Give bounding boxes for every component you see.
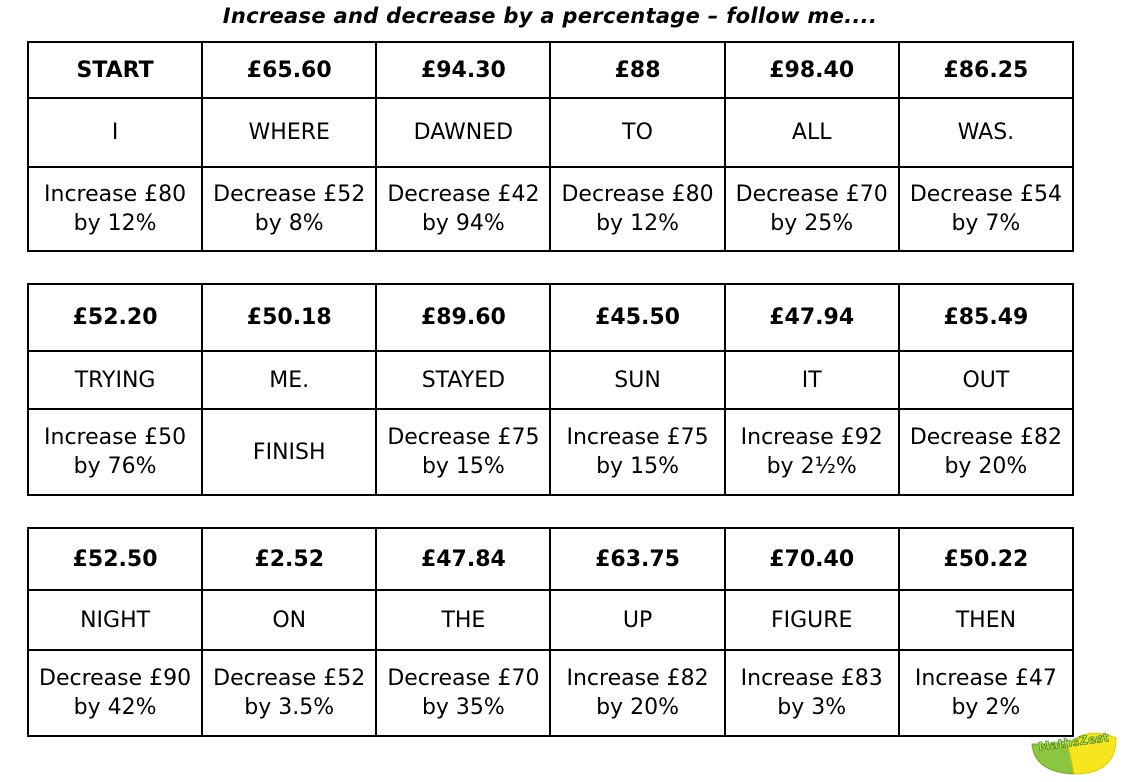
card-amount: £47.84 bbox=[376, 528, 550, 590]
card-word: WHERE bbox=[202, 98, 376, 167]
card-amount: £98.40 bbox=[725, 42, 899, 98]
worksheet-title: Increase and decrease by a percentage – follow me.... bbox=[222, 4, 878, 28]
card-amount: £94.30 bbox=[376, 42, 550, 98]
question-row bbox=[28, 167, 1073, 251]
card-word: OUT bbox=[899, 351, 1073, 409]
card-amount: £2.52 bbox=[202, 528, 376, 590]
amount-row bbox=[28, 42, 1073, 98]
card-question: Decrease £52 by 3.5% bbox=[202, 650, 376, 736]
card-amount: £70.40 bbox=[725, 528, 899, 590]
card-question: Decrease £90 by 42% bbox=[28, 650, 202, 736]
card-amount: £50.22 bbox=[899, 528, 1073, 590]
amount-row bbox=[28, 284, 1073, 351]
card-amount: £89.60 bbox=[376, 284, 550, 351]
card-word: TRYING bbox=[28, 351, 202, 409]
card-amount: £63.75 bbox=[550, 528, 724, 590]
card-question: Increase £75 by 15% bbox=[550, 409, 724, 495]
card-word: STAYED bbox=[376, 351, 550, 409]
card-word: ME. bbox=[202, 351, 376, 409]
card-amount: £86.25 bbox=[899, 42, 1073, 98]
card-word: IT bbox=[725, 351, 899, 409]
card-amount: £52.50 bbox=[28, 528, 202, 590]
card-question: Decrease £70 by 25% bbox=[725, 167, 899, 251]
svg-text:MathsZest: MathsZest bbox=[1037, 730, 1110, 754]
card-word: ON bbox=[202, 590, 376, 650]
card-word: SUN bbox=[550, 351, 724, 409]
card-word: TO bbox=[550, 98, 724, 167]
card-question: Increase £80 by 12% bbox=[28, 167, 202, 251]
card-amount: £47.94 bbox=[725, 284, 899, 351]
word-row bbox=[28, 590, 1073, 650]
card-question: Increase £92 by 2½% bbox=[725, 409, 899, 495]
card-word: FIGURE bbox=[725, 590, 899, 650]
card-question: FINISH bbox=[202, 409, 376, 495]
card-amount: £50.18 bbox=[202, 284, 376, 351]
card-question: Decrease £54 by 7% bbox=[899, 167, 1073, 251]
card-strip-3 bbox=[27, 527, 1074, 737]
card-word: NIGHT bbox=[28, 590, 202, 650]
card-word: ALL bbox=[725, 98, 899, 167]
card-amount: £52.20 bbox=[28, 284, 202, 351]
card-amount: £88 bbox=[550, 42, 724, 98]
card-question: Decrease £75 by 15% bbox=[376, 409, 550, 495]
card-question: Increase £83 by 3% bbox=[725, 650, 899, 736]
card-question: Increase £50 by 76% bbox=[28, 409, 202, 495]
card-word: I bbox=[28, 98, 202, 167]
card-word: THE bbox=[376, 590, 550, 650]
card-question: Decrease £52 by 8% bbox=[202, 167, 376, 251]
card-word: WAS. bbox=[899, 98, 1073, 167]
card-amount: £85.49 bbox=[899, 284, 1073, 351]
card-amount: START bbox=[28, 42, 202, 98]
card-word: THEN bbox=[899, 590, 1073, 650]
card-word: UP bbox=[550, 590, 724, 650]
card-amount: £45.50 bbox=[550, 284, 724, 351]
card-amount: £65.60 bbox=[202, 42, 376, 98]
card-question: Decrease £80 by 12% bbox=[550, 167, 724, 251]
word-row bbox=[28, 98, 1073, 167]
question-row bbox=[28, 650, 1073, 736]
card-question: Increase £82 by 20% bbox=[550, 650, 724, 736]
card-question: Decrease £42 by 94% bbox=[376, 167, 550, 251]
card-question: Decrease £82 by 20% bbox=[899, 409, 1073, 495]
card-question: Increase £47 by 2% bbox=[899, 650, 1073, 736]
card-question: Decrease £70 by 35% bbox=[376, 650, 550, 736]
card-strip-1 bbox=[27, 41, 1074, 252]
mathszest-logo bbox=[1028, 722, 1120, 778]
card-strip-2 bbox=[27, 283, 1074, 496]
question-row bbox=[28, 409, 1073, 495]
word-row bbox=[28, 351, 1073, 409]
amount-row bbox=[28, 528, 1073, 590]
card-word: DAWNED bbox=[376, 98, 550, 167]
